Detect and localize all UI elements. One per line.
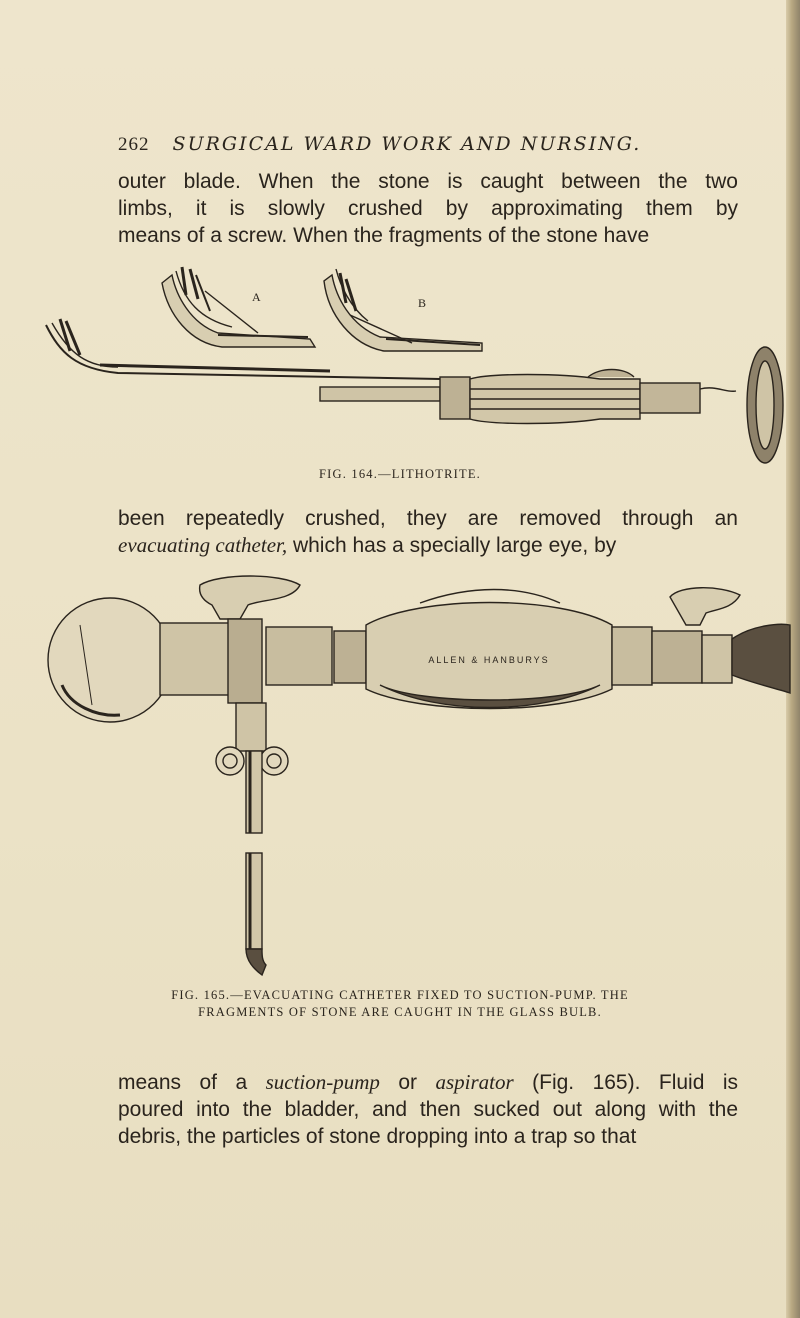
page-number: 262 — [118, 134, 150, 155]
paragraph-1 — [118, 168, 738, 249]
lithotrite-part-b — [324, 269, 482, 351]
paragraph-2 — [118, 505, 738, 559]
paragraph-3 — [118, 1069, 738, 1150]
caption-line: FRAGMENTS OF STONE ARE CAUGHT IN THE GLASS BULB. — [198, 1005, 602, 1019]
text-run: which has a specially large eye, by — [287, 534, 617, 557]
running-title: SURGICAL WARD WORK AND NURSING. — [172, 133, 642, 155]
text-line: outer blade. When the stone is caught between the two — [118, 170, 738, 193]
caption-line: FIG. 165.—EVACUATING CATHETER FIXED TO SUCTION-PUMP. THE — [171, 988, 629, 1002]
figure-165-caption — [0, 987, 800, 1021]
text-line: poured into the bladder, and then sucked out along with the — [118, 1098, 738, 1121]
pump-bulb — [366, 590, 612, 709]
label-a: A — [252, 290, 261, 304]
text-line: been repeatedly crushed, they are removed through an — [118, 507, 738, 530]
text-run: means of a — [118, 1071, 266, 1094]
text-line: limbs, it is slowly crushed by approximating them by — [118, 197, 738, 220]
text-line: debris, the particles of stone dropping into a trap so that — [118, 1125, 637, 1148]
running-header — [118, 133, 758, 156]
italic-term: evacuating catheter, — [118, 533, 288, 557]
stopcock-right — [612, 588, 790, 693]
lithotrite-part-a — [162, 267, 315, 347]
lithotrite-figure — [0, 255, 800, 465]
catheter-tube — [216, 703, 288, 975]
suction-pump-figure — [0, 565, 800, 985]
text-line — [118, 532, 738, 559]
label-b: B — [418, 296, 427, 310]
figure-164-caption: FIG. 164.—LITHOTRITE. — [319, 467, 481, 481]
text-line: means of a screw. When the fragments of the stone have — [118, 224, 650, 247]
stopcock-left — [160, 576, 366, 703]
italic-term: aspirator — [435, 1070, 514, 1094]
text-line — [118, 1069, 738, 1096]
italic-term: suction-pump — [265, 1070, 380, 1094]
maker-mark: ALLEN & HANBURYS — [428, 655, 550, 665]
text-run: or — [379, 1071, 436, 1094]
glass-bulb — [48, 598, 172, 722]
text-run: (Fig. 165). Fluid is — [513, 1071, 739, 1094]
